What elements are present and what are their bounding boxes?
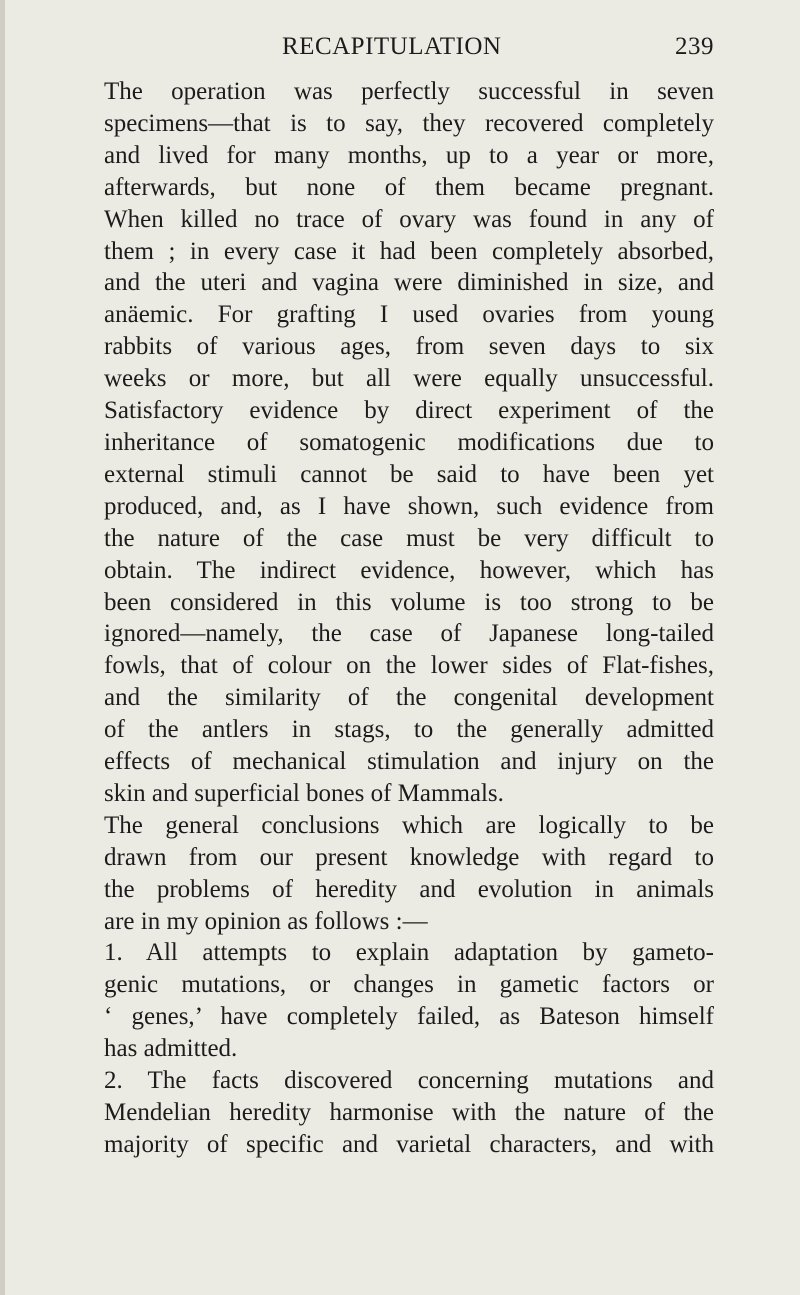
text-line: them ; in every case it had been completely absorbed, [104,237,714,265]
text-line: produced, and, as I have shown, such evidence from [104,492,714,520]
body-text [104,76,714,1161]
text-line: the nature of the case must be very difficult to [104,524,714,552]
page-number: 239 [675,33,714,60]
text-line: Mendelian heredity harmonise with the nature of the [104,1099,714,1126]
text-line: the problems of heredity and evolution in animals [104,875,714,903]
text-line: are in my opinion as follows :— [104,907,428,935]
text-line: anäemic. For grafting I used ovaries from young [104,301,714,329]
page-edge [0,0,5,1295]
text-line: genic mutations, or changes in gametic factors or [104,971,714,999]
text-line: 1. All attempts to explain adaptation by gameto- [104,939,714,967]
text-line: majority of specific and varietal characters, and with [104,1130,714,1158]
text-line: obtain. The indirect evidence, however, which has [104,556,714,584]
text-line: external stimuli cannot be said to have been yet [104,460,714,488]
text-line: has admitted. [104,1035,238,1063]
text-line: fowls, that of colour on the lower sides of Flat-fishes, [104,652,714,680]
text-line: ignored—namely, the case of Japanese long-tailed [104,620,714,648]
text-line: and lived for many months, up to a year or more, [104,141,714,169]
text-line: and the similarity of the congenital development [104,684,714,712]
text-line: weeks or more, but all were equally unsuccessful. [104,365,714,393]
text-line: of the antlers in stags, to the generally admitted [104,716,714,744]
running-head-title: RECAPITULATION [282,33,502,60]
text-line: drawn from our present knowledge with regard to [104,843,714,871]
text-line: and the uteri and vagina were diminished in size, and [104,269,714,297]
text-line: afterwards, but none of them became pregnant. [104,173,714,201]
text-line: ‘ genes,’ have completely failed, as Bateson himself [104,1003,714,1031]
text-line: When killed no trace of ovary was found in any of [104,205,714,233]
text-line: 2. The facts discovered concerning mutations and [104,1067,714,1095]
text-line: skin and superficial bones of Mammals. [104,779,504,807]
text-line: Satisfactory evidence by direct experiment of the [104,397,714,425]
text-line: The general conclusions which are logically to be [104,811,714,839]
text-line: rabbits of various ages, from seven days to six [104,333,714,361]
text-line: The operation was perfectly successful in seven [104,78,714,105]
text-line: specimens—that is to say, they recovered completely [104,109,714,137]
text-line: effects of mechanical stimulation and injury on the [104,748,714,776]
text-line: inheritance of somatogenic modifications due to [104,428,714,456]
text-line: been considered in this volume is too strong to be [104,588,714,616]
